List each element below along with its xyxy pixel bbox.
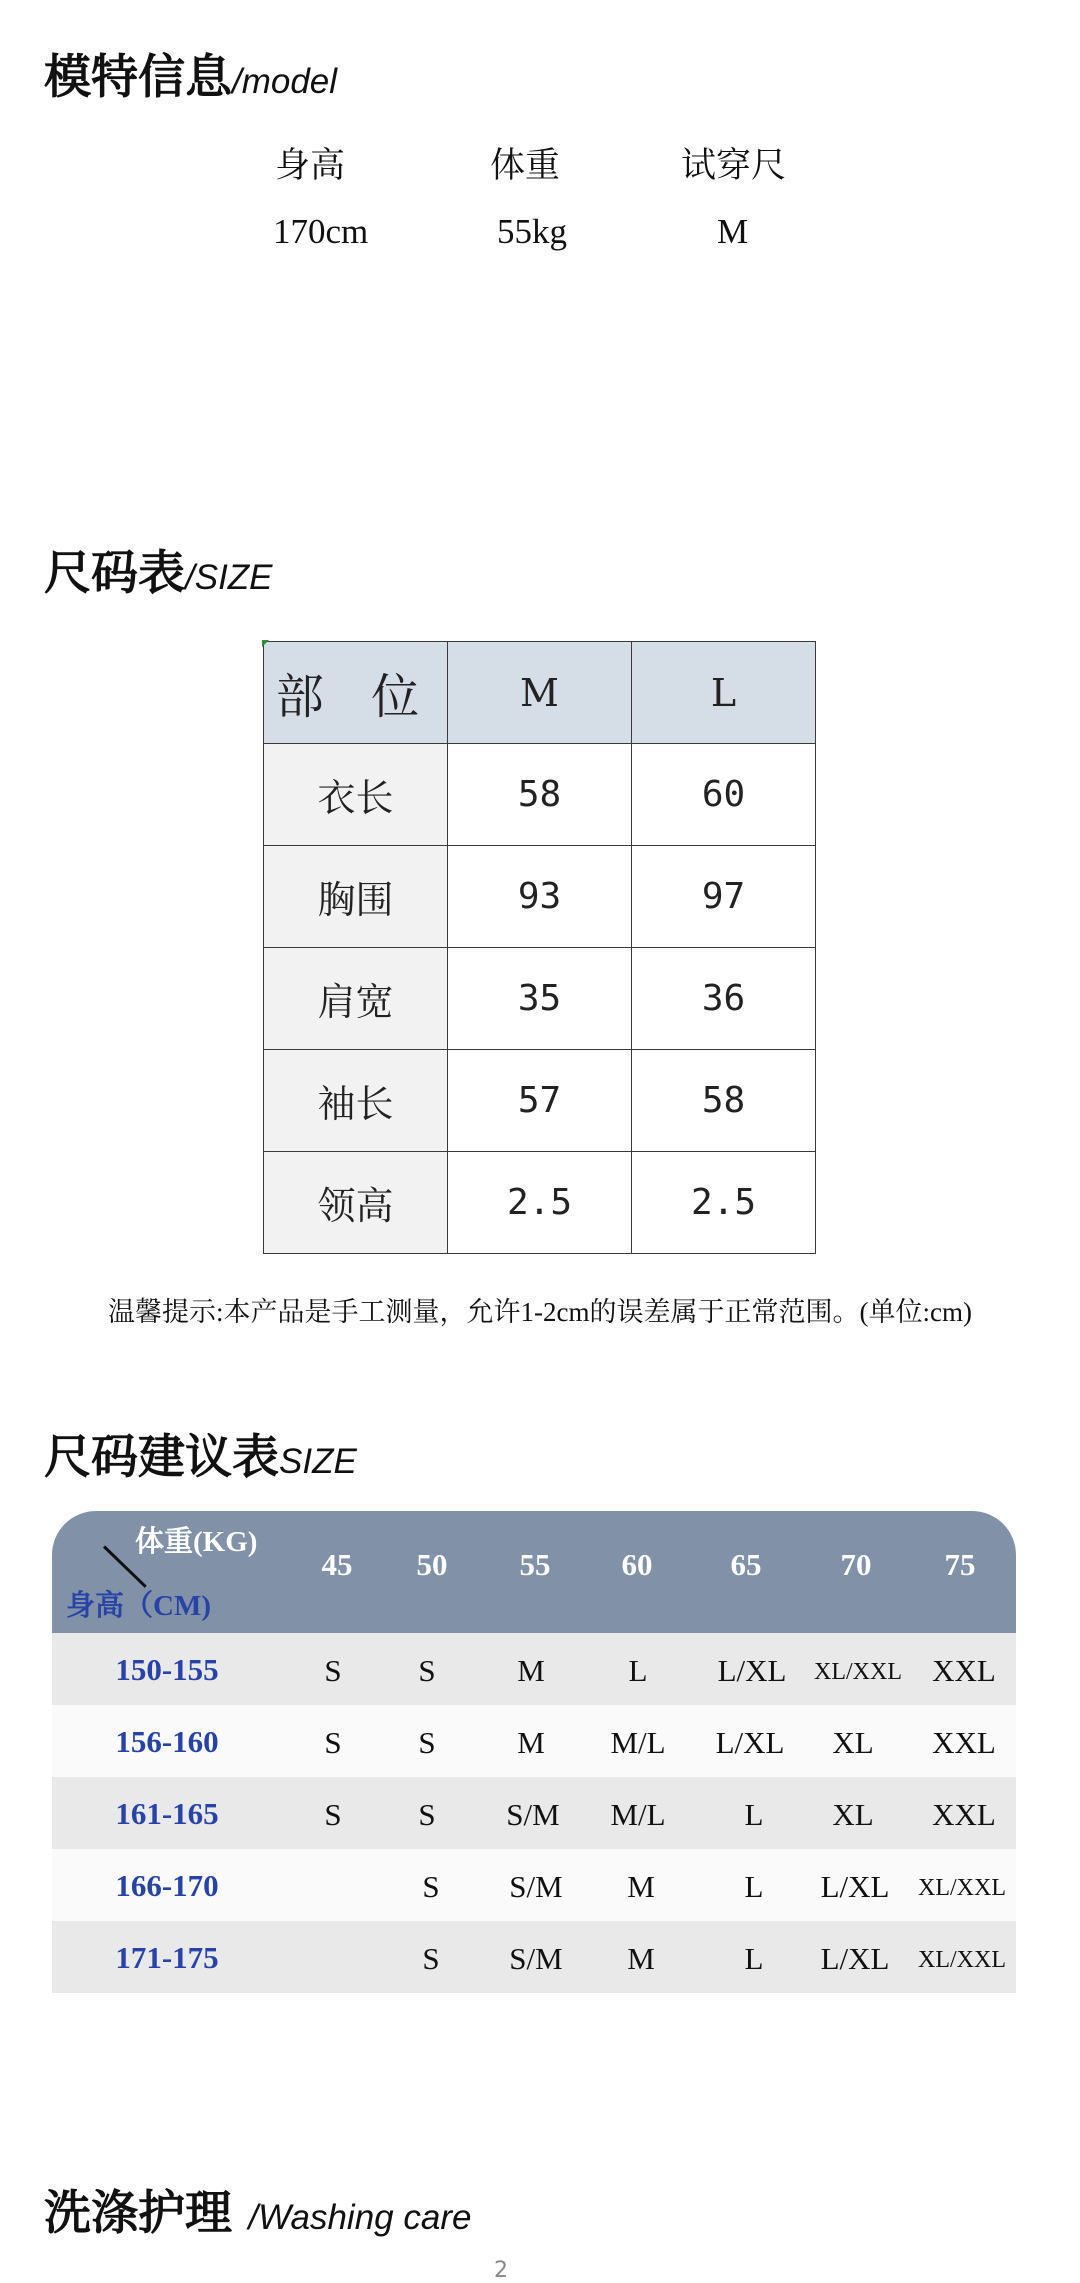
size-cell: S/M xyxy=(509,1869,563,1904)
size-cell: L xyxy=(744,1869,764,1904)
size-chart-value-l: 36 xyxy=(632,948,816,1050)
size-cell: M xyxy=(627,1941,655,1976)
size-chart-row xyxy=(264,846,816,948)
height-range: 171-175 xyxy=(115,1940,219,1975)
size-cell: S xyxy=(324,1797,342,1832)
recommend-row xyxy=(52,1705,1016,1777)
size-cell: S/M xyxy=(509,1941,563,1976)
model-value-trial-size: M xyxy=(717,212,749,251)
size-cell: L xyxy=(744,1941,764,1976)
model-title-cn: 模特信息 xyxy=(44,50,232,105)
size-chart-value-m: 58 xyxy=(448,744,632,846)
size-cell: M xyxy=(517,1725,545,1760)
recommend-section-title xyxy=(44,1420,357,1487)
size-cell: M xyxy=(517,1653,545,1688)
size-chart-value-l: 58 xyxy=(632,1050,816,1152)
size-chart-header-l: L xyxy=(632,642,816,744)
recommend-row xyxy=(52,1633,1016,1705)
size-cell: XXL xyxy=(932,1725,996,1760)
size-chart-value-m: 2.5 xyxy=(448,1152,632,1254)
size-chart-value-m: 93 xyxy=(448,846,632,948)
size-cell: XXL xyxy=(932,1653,996,1688)
size-cell: S/M xyxy=(506,1797,560,1832)
size-cell: S xyxy=(418,1725,436,1760)
size-chart-value-m: 57 xyxy=(448,1050,632,1152)
size-chart-title-en: /SIZE xyxy=(185,558,273,597)
weight-column-header: 55 xyxy=(519,1547,551,1582)
model-header-trial-size: 试穿尺 xyxy=(681,146,787,186)
height-range: 161-165 xyxy=(115,1796,219,1831)
size-cell: M/L xyxy=(610,1725,666,1760)
size-cell: XL/XXL xyxy=(814,1659,902,1685)
size-chart-part: 袖长 xyxy=(264,1050,448,1152)
size-chart-section-title xyxy=(44,536,273,603)
size-chart-part: 衣长 xyxy=(264,744,448,846)
size-recommendation-table xyxy=(52,1511,1016,1993)
size-cell: S xyxy=(418,1653,436,1688)
recommend-title-cn: 尺码建议表 xyxy=(44,1430,279,1485)
washing-section-title xyxy=(44,2176,471,2243)
washing-title-cn: 洗涤护理 xyxy=(44,2186,232,2241)
size-chart-value-l: 2.5 xyxy=(632,1152,816,1254)
size-cell: L/XL xyxy=(715,1725,785,1760)
weight-column-header: 45 xyxy=(321,1547,353,1582)
height-range: 166-170 xyxy=(115,1868,219,1903)
size-chart-row xyxy=(264,948,816,1050)
size-chart-row xyxy=(264,1152,816,1254)
weight-axis-label: 体重(KG) xyxy=(135,1526,258,1558)
size-chart-part: 胸围 xyxy=(264,846,448,948)
recommend-row xyxy=(52,1777,1016,1849)
measurement-note: 温馨提示:本产品是手工测量，允许1-2cm的误差属于正常范围。(单位:cm) xyxy=(108,1297,972,1327)
weight-column-header: 65 xyxy=(730,1547,762,1582)
washing-title-en: /Washing care xyxy=(248,2198,472,2237)
recommend-title-en: SIZE xyxy=(279,1442,357,1481)
weight-column-header: 70 xyxy=(840,1547,872,1582)
table-corner-marker xyxy=(262,640,269,647)
weight-column-header: 50 xyxy=(416,1547,448,1582)
recommend-row xyxy=(52,1849,1016,1921)
model-header-height: 身高 xyxy=(275,146,346,186)
size-cell: S xyxy=(324,1725,342,1760)
size-chart-part: 肩宽 xyxy=(264,948,448,1050)
height-range: 150-155 xyxy=(115,1652,219,1687)
recommend-header-row xyxy=(52,1511,1016,1633)
size-chart-table xyxy=(263,641,816,1254)
size-chart-value-m: 35 xyxy=(448,948,632,1050)
size-chart-title-cn: 尺码表 xyxy=(44,546,185,601)
recommend-row xyxy=(52,1921,1016,1993)
weight-column-header: 75 xyxy=(944,1547,976,1582)
size-cell: L xyxy=(628,1653,648,1688)
size-chart-value-l: 97 xyxy=(632,846,816,948)
size-cell: S xyxy=(422,1869,440,1904)
model-value-height: 170cm xyxy=(273,212,369,251)
height-range: 156-160 xyxy=(115,1724,219,1759)
size-cell: M/L xyxy=(610,1797,666,1832)
size-chart-header-row xyxy=(264,642,816,744)
model-section-title xyxy=(44,40,337,107)
height-axis-label: 身高（CM) xyxy=(66,1590,211,1622)
size-chart-row xyxy=(264,1050,816,1152)
size-cell: XL/XXL xyxy=(918,1947,1006,1973)
model-header-weight: 体重 xyxy=(490,146,561,186)
size-cell: L/XL xyxy=(820,1869,890,1904)
size-cell: XL xyxy=(832,1797,874,1832)
size-cell: S xyxy=(418,1797,436,1832)
size-chart-row xyxy=(264,744,816,846)
size-cell: L/XL xyxy=(820,1941,890,1976)
size-cell: S xyxy=(324,1653,342,1688)
size-cell: XXL xyxy=(932,1797,996,1832)
size-cell: L/XL xyxy=(717,1653,787,1688)
size-cell: XL xyxy=(832,1725,874,1760)
size-cell: XL/XXL xyxy=(918,1875,1006,1901)
model-value-weight: 55kg xyxy=(497,212,567,251)
size-chart-header-part: 部 位 xyxy=(264,642,448,744)
weight-column-header: 60 xyxy=(621,1547,653,1582)
size-cell: L xyxy=(744,1797,764,1832)
page-number-fragment: 2 xyxy=(494,2258,508,2283)
size-chart-value-l: 60 xyxy=(632,744,816,846)
size-cell: M xyxy=(627,1869,655,1904)
size-cell: S xyxy=(422,1941,440,1976)
size-chart-header-m: M xyxy=(448,642,632,744)
model-title-en: /model xyxy=(232,62,338,101)
size-chart-part: 领高 xyxy=(264,1152,448,1254)
